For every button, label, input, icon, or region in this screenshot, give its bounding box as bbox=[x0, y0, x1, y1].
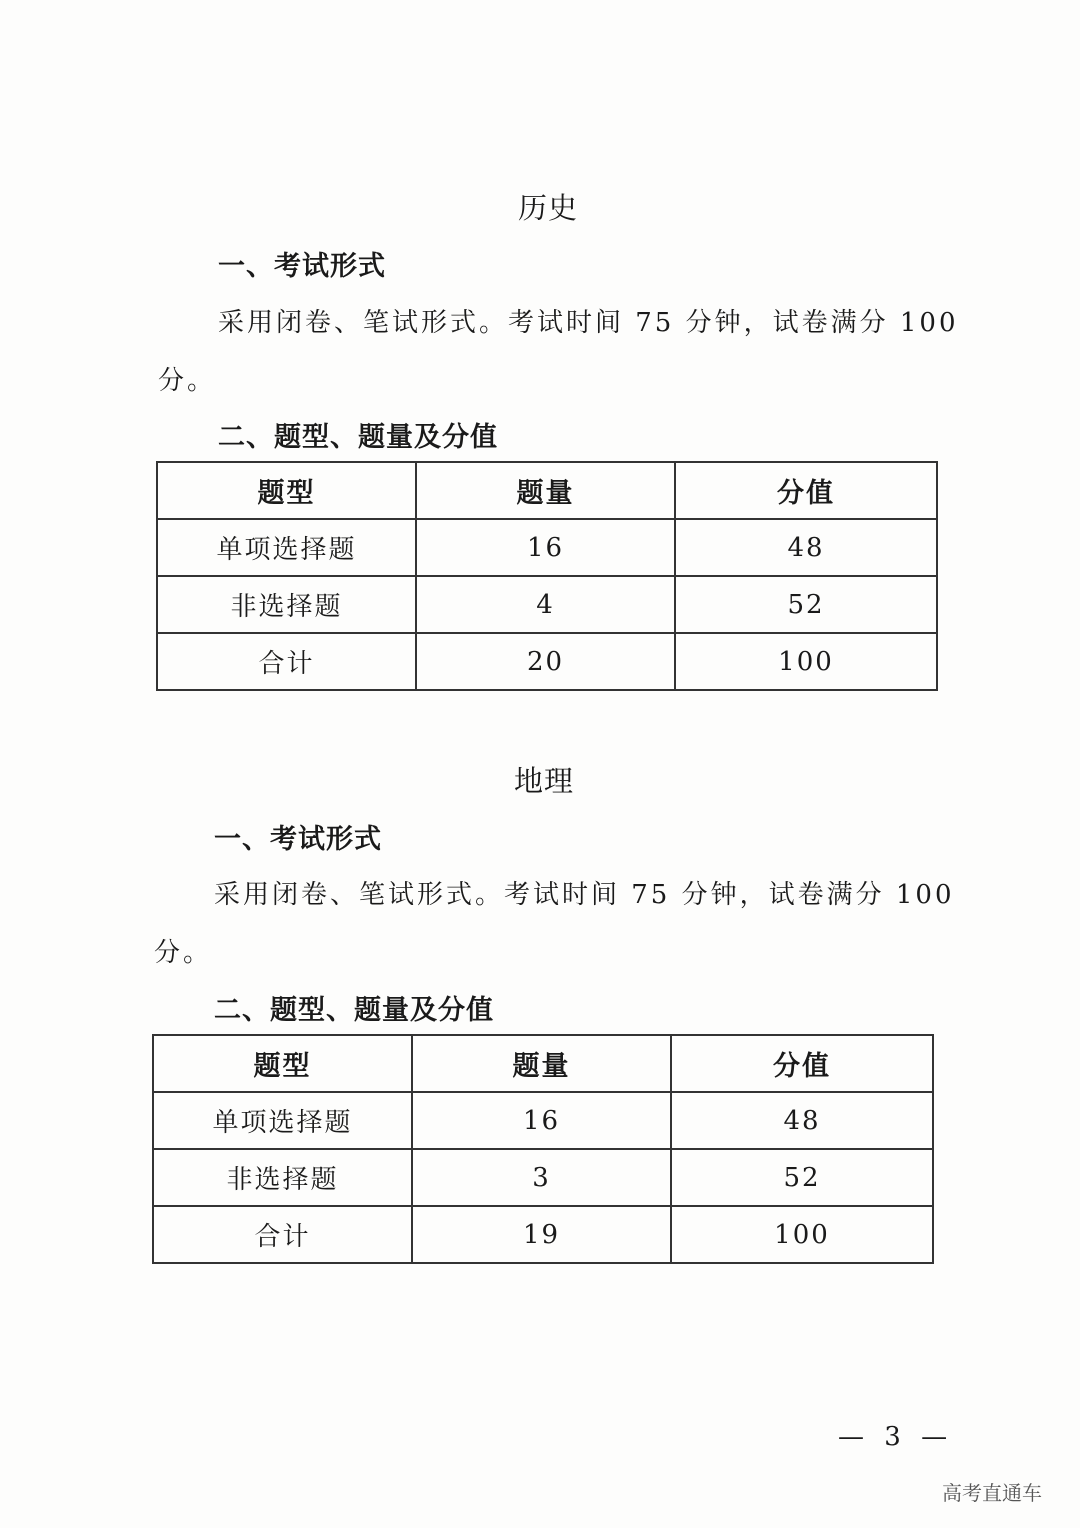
header-question-count: 题量 bbox=[412, 1035, 671, 1092]
table-row-total bbox=[157, 633, 937, 690]
header-score: 分值 bbox=[671, 1035, 933, 1092]
table-header-row bbox=[153, 1035, 933, 1092]
cell-type: 单项选择题 bbox=[153, 1092, 412, 1149]
cell-type: 非选择题 bbox=[157, 576, 416, 633]
watermark-text: 高考直通车 bbox=[942, 1481, 1042, 1505]
cell-count: 16 bbox=[412, 1092, 671, 1149]
history-exam-format-text-line2: 分。 bbox=[158, 366, 217, 396]
cell-score: 100 bbox=[671, 1206, 933, 1263]
header-question-type: 题型 bbox=[157, 462, 416, 519]
cell-count: 3 bbox=[412, 1149, 671, 1206]
cell-score: 52 bbox=[671, 1149, 933, 1206]
geography-exam-format-text-line1: 采用闭卷、笔试形式。考试时间 75 分钟，试卷满分 100 bbox=[214, 880, 955, 910]
header-question-type: 题型 bbox=[153, 1035, 412, 1092]
table-row bbox=[157, 576, 937, 633]
cell-count: 20 bbox=[416, 633, 675, 690]
cell-type: 单项选择题 bbox=[157, 519, 416, 576]
cell-count: 19 bbox=[412, 1206, 671, 1263]
table-row-total bbox=[153, 1206, 933, 1263]
cell-score: 100 bbox=[675, 633, 937, 690]
page-number: — 3 — bbox=[838, 1422, 954, 1452]
geography-score-table bbox=[152, 1034, 934, 1264]
header-question-count: 题量 bbox=[416, 462, 675, 519]
table-header-row bbox=[157, 462, 937, 519]
cell-type: 合计 bbox=[153, 1206, 412, 1263]
history-heading-exam-format: 一、考试形式 bbox=[218, 251, 386, 282]
geography-heading-question-types: 二、题型、题量及分值 bbox=[214, 995, 494, 1026]
section-title-geography: 地理 bbox=[514, 764, 575, 798]
cell-type: 非选择题 bbox=[153, 1149, 412, 1206]
geography-heading-exam-format: 一、考试形式 bbox=[214, 824, 382, 855]
cell-count: 4 bbox=[416, 576, 675, 633]
cell-score: 48 bbox=[675, 519, 937, 576]
cell-type: 合计 bbox=[157, 633, 416, 690]
history-heading-question-types: 二、题型、题量及分值 bbox=[218, 422, 498, 453]
cell-score: 48 bbox=[671, 1092, 933, 1149]
table-row bbox=[153, 1149, 933, 1206]
history-score-table bbox=[156, 461, 938, 691]
table-row bbox=[153, 1092, 933, 1149]
cell-score: 52 bbox=[675, 576, 937, 633]
table-row bbox=[157, 519, 937, 576]
header-score: 分值 bbox=[675, 462, 937, 519]
history-exam-format-text-line1: 采用闭卷、笔试形式。考试时间 75 分钟，试卷满分 100 bbox=[218, 308, 959, 338]
cell-count: 16 bbox=[416, 519, 675, 576]
section-title-history: 历史 bbox=[518, 191, 579, 225]
geography-exam-format-text-line2: 分。 bbox=[154, 938, 213, 968]
